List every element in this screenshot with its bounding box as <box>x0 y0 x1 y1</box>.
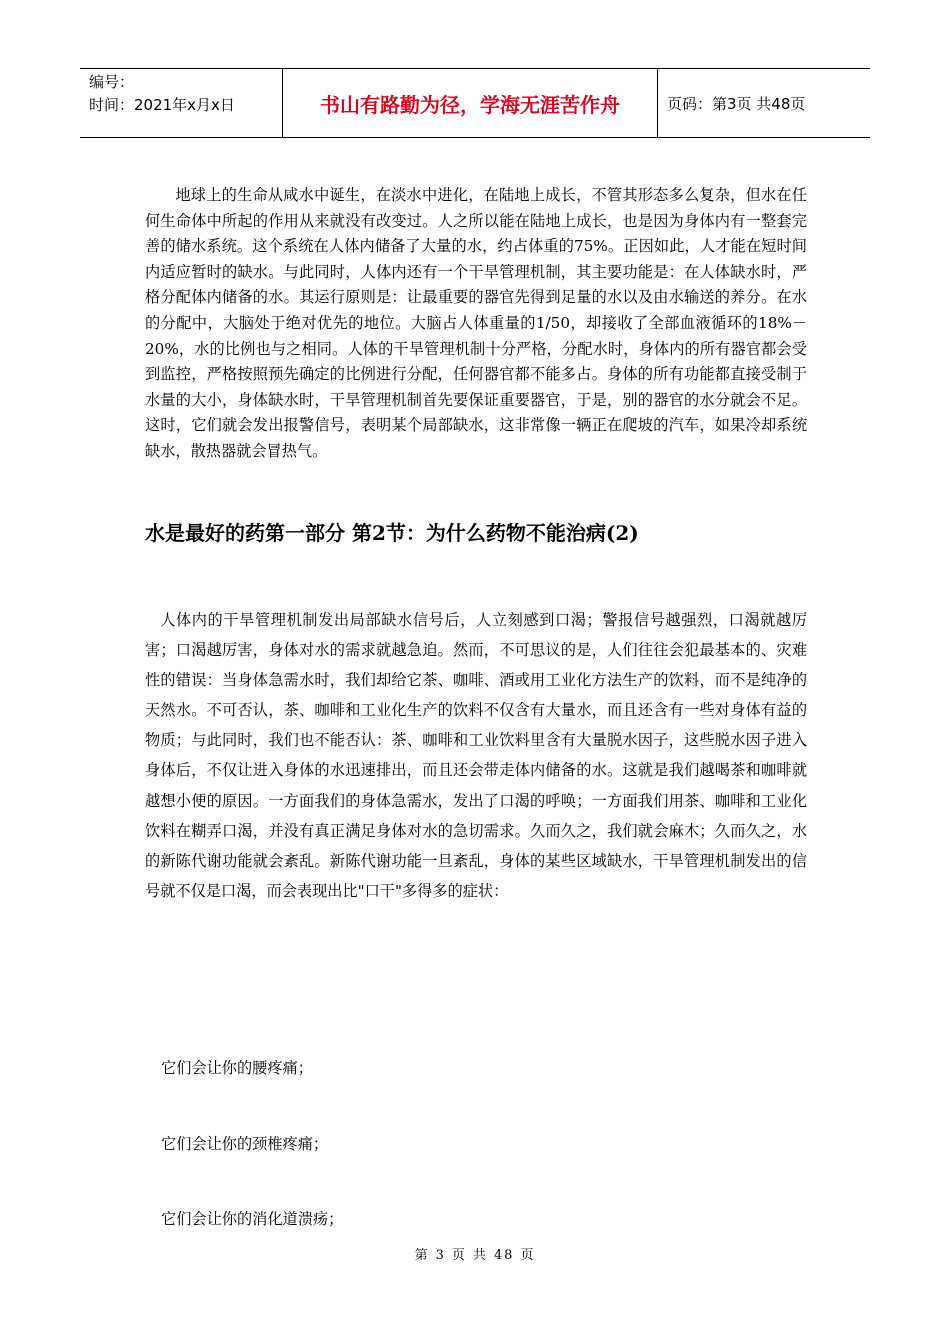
header-motto: 书山有路勤为径，学海无涯苦作舟 <box>283 69 658 137</box>
body-paragraph-2: 人体内的干旱管理机制发出局部缺水信号后，人立刻感到口渴；警报信号越强烈，口渴就越厉害；口渴越厉害，身体对水的需求就越急迫。然而，不可思议的是，人们往往会犯最基本的、灾难性的错误：当身体急需水时，我们却给它茶、咖啡、酒或用工业化方法生产的饮料，而不是纯净的天然水。不可否认，茶、咖啡和工业化生产的饮料不仅含有大量水，而且还含有一些对身体有益的物质；与此同时，我们也不能否认：茶、咖啡和工业饮料里含有大量脱水因子，这些脱水因子进入身体后，不仅让进入身体的水迅速排出，而且还会带走体内储备的水。这就是我们越喝茶和咖啡就越想小便的原因。一方面我们的身体急需水，发出了口渴的呼唤；一方面我们用茶、咖啡和工业化饮料在糊弄口渴，并没有真正满足身体对水的急切需求。久而久之，我们就会麻木；久而久之，水的新陈代谢功能就会紊乱。新陈代谢功能一旦紊乱，身体的某些区域缺水，干旱管理机制发出的信号就不仅是口渴，而会表现出比"口干"多得多的症状： <box>145 611 807 900</box>
footer-page-number: 第 3 页 共 48 页 <box>414 1248 536 1263</box>
list-item: 它们会让你的颈椎疼痛； <box>161 1135 329 1153</box>
body-paragraph-1: 地球上的生命从咸水中诞生，在淡水中进化，在陆地上成长，不管其形态多么复杂，但水在任何生命体中所起的作用从来就没有改变过。人之所以能在陆地上成长，也是因为身体内有一整套完善的储水系统。这个系统在人体内储备了大量的水，约占体重的75%。正因如此，人才能在短时间内适应暂时的缺水。与此同时，人体内还有一个干旱管理机制，其主要功能是：在人体缺水时，严格分配体内储备的水。其运行原则是：让最重要的器官先得到足量的水以及由水输送的养分。在水的分配中，大脑处于绝对优先的地位。大脑占人体重量的1/50，却接收了全部血液循环的18%－20%，水的比例也与之相同。人体的干旱管理机制十分严格，分配水时，身体内的所有器官都会受到监控，严格按照预先确定的比例进行分配，任何器官都不能多占。身体的所有功能都直接受制于水量的大小，身体缺水时，干旱管理机制首先要保证重要器官，于是，别的器官的水分就会不足。这时，它们就会发出报警信号，表明某个局部缺水，这非常像一辆正在爬坡的汽车，如果冷却系统缺水，散热器就会冒热气。 <box>145 186 807 460</box>
number-label: 编号： <box>89 73 135 91</box>
list-item: 它们会让你的消化道溃疡； <box>161 1210 344 1228</box>
section-title: 水是最好的药第一部分 第2节：为什么药物不能治病(2) <box>145 521 639 545</box>
header-page-info: 页码：第3页 共48页 <box>667 94 806 113</box>
header-meta-cell <box>80 69 283 137</box>
date-label: 时间：2021年x月x日 <box>89 96 235 114</box>
list-item: 它们会让你的腰疼痛； <box>161 1059 313 1077</box>
document-header <box>80 68 870 138</box>
